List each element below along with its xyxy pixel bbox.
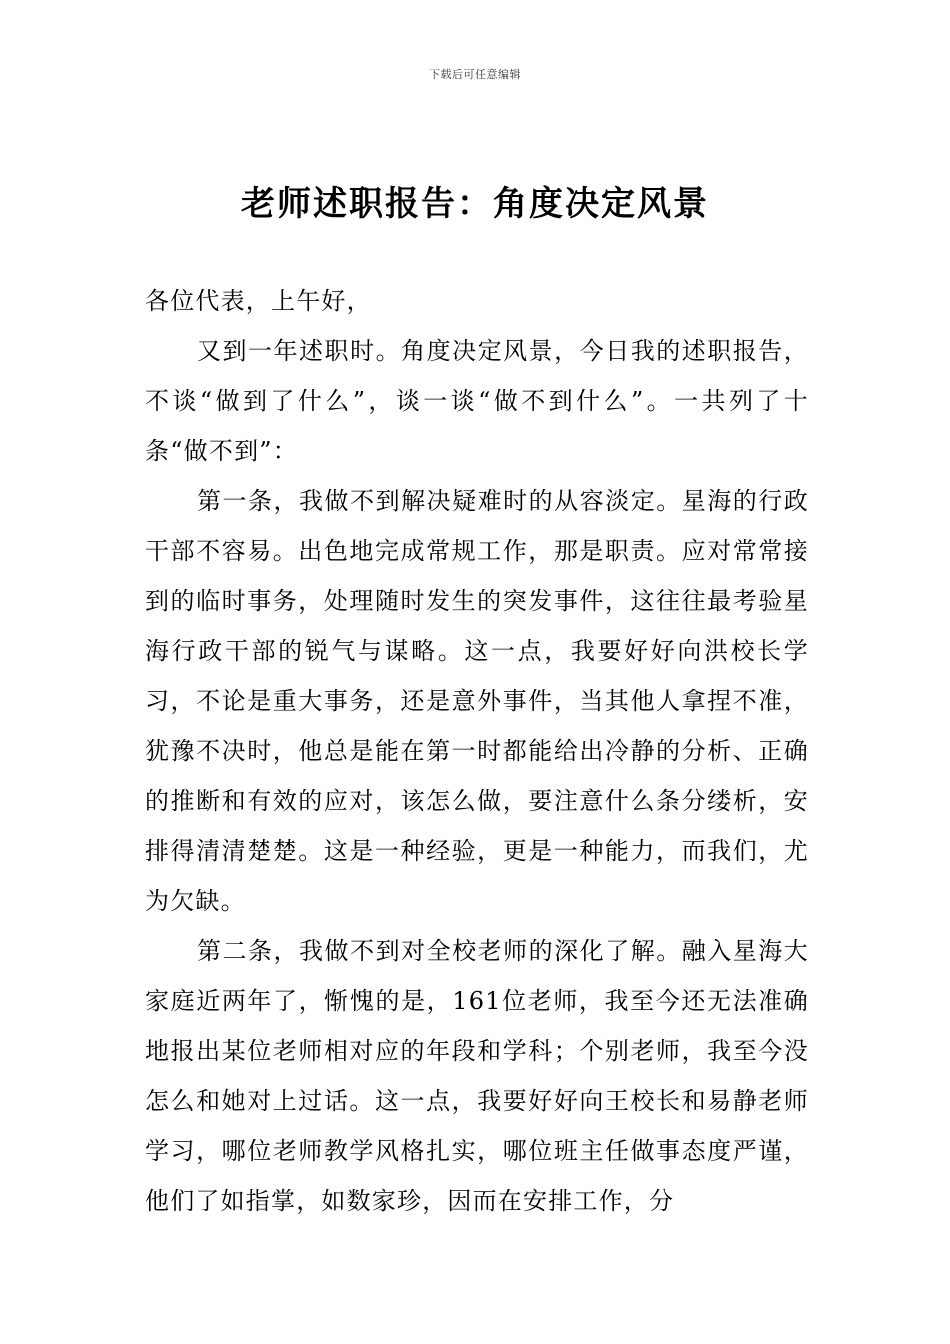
paragraph-item-1: 第一条，我做不到解决疑难时的从容淡定。星海的行政干部不容易。出色地完成常规工作，那是职责。应对常常接到的临时事务，处理随时发生的突发事件，这往往最考验星海行政干部的锐气与谋略。这一点，我要好好向洪校长学习，不论是重大事务，还是意外事件，当其他人拿捏不准，犹豫不决时，他总是能在第一时都能给出冷静的分析、正确的推断和有效的应对，该怎么做，要注意什么条分缕析，安排得清清楚楚。这是一种经验，更是一种能力，而我们，尤为欠缺。 bbox=[145, 487, 809, 915]
paragraph-item-2: 第二条，我做不到对全校老师的深化了解。融入星海大家庭近两年了，惭愧的是，161位老师，我至今还无法准确地报出某位老师相对应的年段和学科；个别老师，我至今没怎么和她对上过话。这一点，我要好好向王校长和易静老师学习，哪位老师教学风格扎实，哪位班主任做事态度严谨，他们了如指掌，如数家珍，因而在安排工作，分 bbox=[145, 937, 809, 1215]
document-title: 老师述职报告：角度决定风景 bbox=[241, 184, 709, 224]
document-body bbox=[145, 276, 809, 1226]
header-note: 下载后可任意编辑 bbox=[429, 68, 521, 81]
salutation: 各位代表，上午好， bbox=[145, 287, 372, 315]
paragraph-intro: 又到一年述职时。角度决定风景，今日我的述职报告，不谈“做到了什么”，谈一谈“做不到什么”。一共列了十条“做不到”： bbox=[145, 337, 809, 465]
